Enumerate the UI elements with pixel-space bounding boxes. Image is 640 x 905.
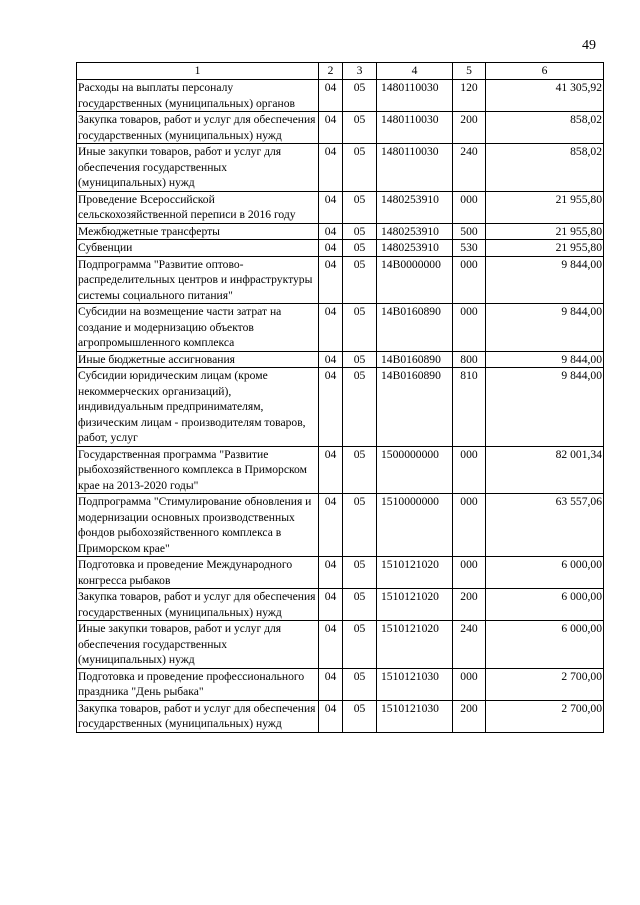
row-subsection-cell: 05 (343, 304, 377, 352)
table-row (77, 700, 604, 732)
row-section-cell: 04 (319, 256, 343, 304)
row-amount-cell: 6 000,00 (486, 621, 604, 669)
row-expense-type-cell: 200 (453, 700, 486, 732)
row-subsection-cell: 05 (343, 494, 377, 557)
row-name-cell: Субвенции (77, 240, 319, 257)
row-subsection-cell: 05 (343, 557, 377, 589)
row-amount-cell: 21 955,80 (486, 240, 604, 257)
row-subsection-cell: 05 (343, 144, 377, 192)
row-amount-cell: 21 955,80 (486, 191, 604, 223)
row-amount-cell: 858,02 (486, 112, 604, 144)
row-target-article-cell: 1480253910 (377, 240, 453, 257)
row-target-article-cell: 1480253910 (377, 191, 453, 223)
row-subsection-cell: 05 (343, 256, 377, 304)
row-amount-cell: 2 700,00 (486, 668, 604, 700)
row-subsection-cell: 05 (343, 351, 377, 368)
budget-table (76, 62, 604, 733)
table-row (77, 223, 604, 240)
row-expense-type-cell: 000 (453, 304, 486, 352)
row-name-cell: Подпрограмма "Стимулирование обновления и модернизации основных производственных фондов рыбохозяйственного комплекса в Приморском крае" (77, 494, 319, 557)
row-amount-cell: 6 000,00 (486, 589, 604, 621)
row-amount-cell: 41 305,92 (486, 80, 604, 112)
table-row (77, 446, 604, 494)
row-amount-cell: 63 557,06 (486, 494, 604, 557)
row-amount-cell: 2 700,00 (486, 700, 604, 732)
row-target-article-cell: 1510121020 (377, 589, 453, 621)
row-expense-type-cell: 000 (453, 494, 486, 557)
table-row (77, 80, 604, 112)
row-section-cell: 04 (319, 700, 343, 732)
row-subsection-cell: 05 (343, 589, 377, 621)
row-subsection-cell: 05 (343, 223, 377, 240)
table-row (77, 240, 604, 257)
row-subsection-cell: 05 (343, 700, 377, 732)
row-expense-type-cell: 240 (453, 144, 486, 192)
row-name-cell: Межбюджетные трансферты (77, 223, 319, 240)
row-target-article-cell: 14В0160890 (377, 304, 453, 352)
row-section-cell: 04 (319, 557, 343, 589)
row-subsection-cell: 05 (343, 668, 377, 700)
table-body (77, 80, 604, 733)
row-expense-type-cell: 000 (453, 256, 486, 304)
row-section-cell: 04 (319, 112, 343, 144)
row-amount-cell: 858,02 (486, 144, 604, 192)
table-row (77, 557, 604, 589)
row-amount-cell: 6 000,00 (486, 557, 604, 589)
row-name-cell: Государственная программа "Развитие рыбохозяйственного комплекса в Приморском крае на 2013-2020 годы" (77, 446, 319, 494)
row-section-cell: 04 (319, 144, 343, 192)
row-target-article-cell: 1510121030 (377, 668, 453, 700)
row-target-article-cell: 1510121020 (377, 557, 453, 589)
table-row (77, 144, 604, 192)
row-section-cell: 04 (319, 351, 343, 368)
table-row (77, 668, 604, 700)
row-section-cell: 04 (319, 223, 343, 240)
row-target-article-cell: 1510121020 (377, 621, 453, 669)
row-section-cell: 04 (319, 191, 343, 223)
header-cell-5: 5 (453, 63, 486, 80)
row-name-cell: Субсидии на возмещение части затрат на создание и модернизацию объектов агропромышленного комплекса (77, 304, 319, 352)
row-amount-cell: 9 844,00 (486, 368, 604, 447)
row-expense-type-cell: 810 (453, 368, 486, 447)
row-expense-type-cell: 000 (453, 557, 486, 589)
row-subsection-cell: 05 (343, 112, 377, 144)
row-section-cell: 04 (319, 668, 343, 700)
table-row (77, 304, 604, 352)
row-expense-type-cell: 000 (453, 446, 486, 494)
row-target-article-cell: 14В0160890 (377, 368, 453, 447)
row-subsection-cell: 05 (343, 191, 377, 223)
row-amount-cell: 9 844,00 (486, 256, 604, 304)
row-section-cell: 04 (319, 240, 343, 257)
table-header-row (77, 63, 604, 80)
row-name-cell: Подпрограмма "Развитие оптово-распределительных центров и инфраструктуры системы социального питания" (77, 256, 319, 304)
table-row (77, 368, 604, 447)
row-expense-type-cell: 200 (453, 112, 486, 144)
row-name-cell: Закупка товаров, работ и услуг для обеспечения государственных (муниципальных) нужд (77, 700, 319, 732)
row-section-cell: 04 (319, 304, 343, 352)
header-cell-3: 3 (343, 63, 377, 80)
row-name-cell: Закупка товаров, работ и услуг для обеспечения государственных (муниципальных) нужд (77, 589, 319, 621)
row-name-cell: Иные закупки товаров, работ и услуг для обеспечения государственных (муниципальных) нужд (77, 621, 319, 669)
header-cell-1: 1 (77, 63, 319, 80)
row-amount-cell: 21 955,80 (486, 223, 604, 240)
row-section-cell: 04 (319, 446, 343, 494)
row-name-cell: Подготовка и проведение профессионального праздника "День рыбака" (77, 668, 319, 700)
row-name-cell: Иные бюджетные ассигнования (77, 351, 319, 368)
row-target-article-cell: 1510121030 (377, 700, 453, 732)
row-target-article-cell: 1480110030 (377, 144, 453, 192)
row-target-article-cell: 14В0160890 (377, 351, 453, 368)
table-row (77, 589, 604, 621)
row-name-cell: Расходы на выплаты персоналу государственных (муниципальных) органов (77, 80, 319, 112)
table-row (77, 256, 604, 304)
page-number: 49 (582, 38, 596, 53)
row-amount-cell: 9 844,00 (486, 304, 604, 352)
row-expense-type-cell: 200 (453, 589, 486, 621)
header-cell-2: 2 (319, 63, 343, 80)
row-subsection-cell: 05 (343, 80, 377, 112)
row-expense-type-cell: 000 (453, 668, 486, 700)
row-expense-type-cell: 500 (453, 223, 486, 240)
row-subsection-cell: 05 (343, 368, 377, 447)
header-cell-6: 6 (486, 63, 604, 80)
row-target-article-cell: 1480110030 (377, 80, 453, 112)
row-expense-type-cell: 120 (453, 80, 486, 112)
row-expense-type-cell: 800 (453, 351, 486, 368)
row-target-article-cell: 1510000000 (377, 494, 453, 557)
table-row (77, 112, 604, 144)
row-target-article-cell: 14В0000000 (377, 256, 453, 304)
row-amount-cell: 82 001,34 (486, 446, 604, 494)
row-name-cell: Иные закупки товаров, работ и услуг для обеспечения государственных (муниципальных) нужд (77, 144, 319, 192)
row-amount-cell: 9 844,00 (486, 351, 604, 368)
row-target-article-cell: 1500000000 (377, 446, 453, 494)
row-section-cell: 04 (319, 589, 343, 621)
table-row (77, 351, 604, 368)
row-name-cell: Подготовка и проведение Международного конгресса рыбаков (77, 557, 319, 589)
row-section-cell: 04 (319, 368, 343, 447)
row-section-cell: 04 (319, 621, 343, 669)
row-section-cell: 04 (319, 494, 343, 557)
row-section-cell: 04 (319, 80, 343, 112)
row-expense-type-cell: 530 (453, 240, 486, 257)
table-row (77, 621, 604, 669)
table-row (77, 494, 604, 557)
row-target-article-cell: 1480253910 (377, 223, 453, 240)
row-expense-type-cell: 000 (453, 191, 486, 223)
row-name-cell: Закупка товаров, работ и услуг для обеспечения государственных (муниципальных) нужд (77, 112, 319, 144)
row-subsection-cell: 05 (343, 446, 377, 494)
row-target-article-cell: 1480110030 (377, 112, 453, 144)
row-subsection-cell: 05 (343, 621, 377, 669)
header-cell-4: 4 (377, 63, 453, 80)
row-name-cell: Проведение Всероссийской сельскохозяйственной переписи в 2016 году (77, 191, 319, 223)
row-expense-type-cell: 240 (453, 621, 486, 669)
row-subsection-cell: 05 (343, 240, 377, 257)
row-name-cell: Субсидии юридическим лицам (кроме некоммерческих организаций), индивидуальным предпринимателям, физическим лицам - производителям товаров, работ, услуг (77, 368, 319, 447)
table-row (77, 191, 604, 223)
